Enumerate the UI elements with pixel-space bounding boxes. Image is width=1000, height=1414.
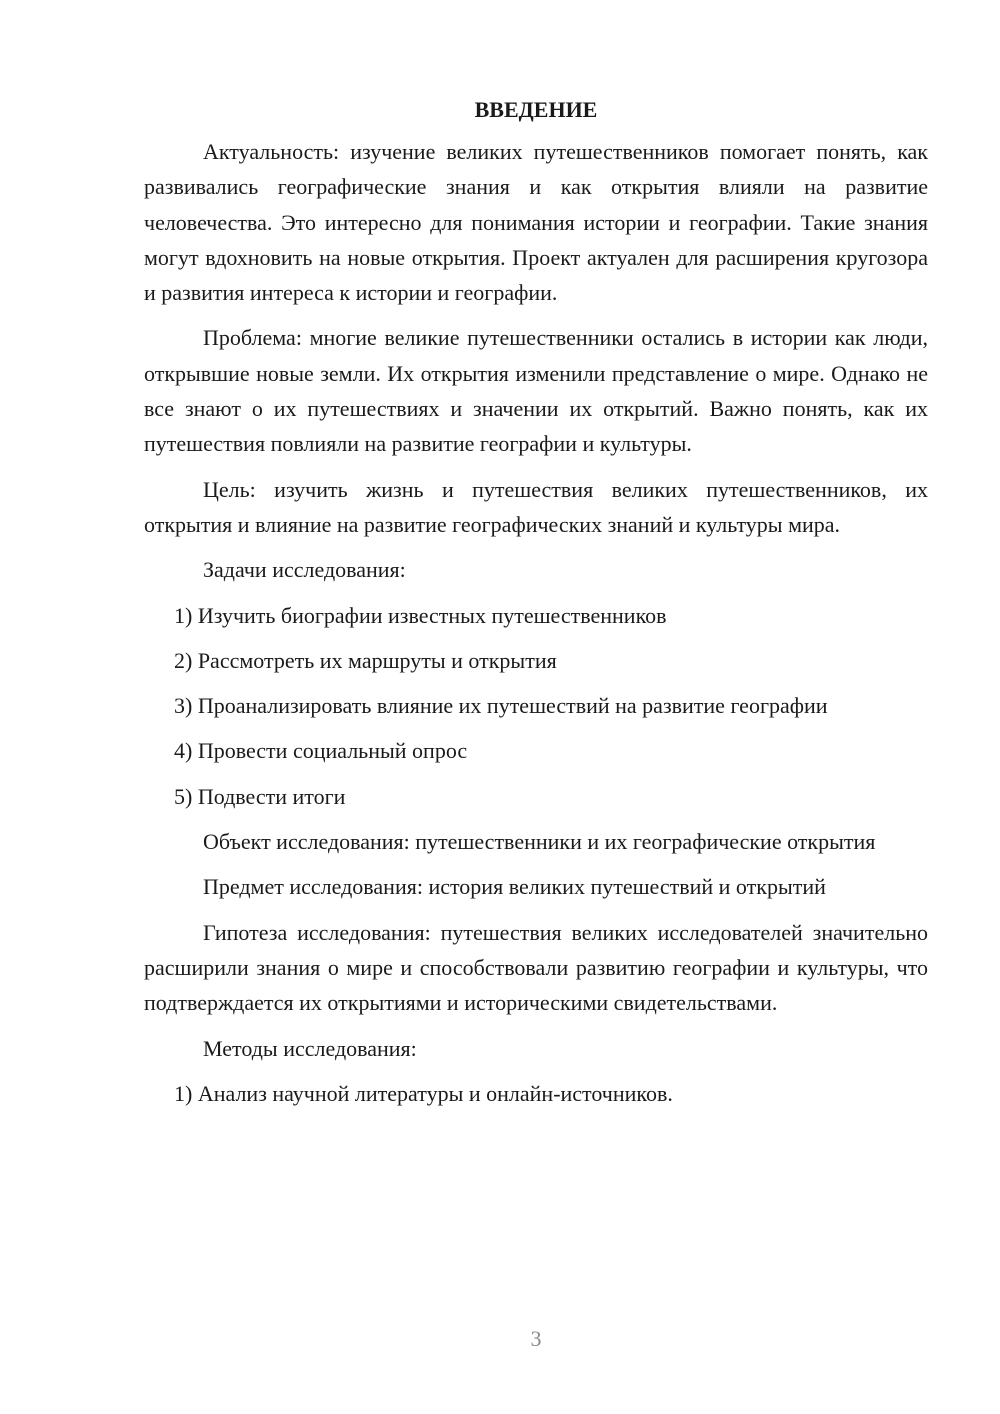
tasks-title: Задачи исследования: [203,557,406,583]
object-paragraph: Объект исследования: путешественники и их географические открытия [203,829,876,855]
task-item: 2) Рассмотреть их маршруты и открытия [174,647,557,673]
task-item: 3) Проанализировать влияние их путешествий на развитие географии [174,693,828,719]
task-item: 1) Изучить биографии известных путешественников [174,602,667,628]
relevance-paragraph: Актуальность: изучение великих путешественников помогает понять, как развивались географические знания и как открытия влияли на развитие человечества. Это интересно для понимания истории и географии. Такие знания могут вдохновить на новые открытия. Проект актуален для расширения кругозора и развития интереса к истории и географии. [144,139,928,306]
page-title: ВВЕДЕНИЕ [474,97,598,122]
document-page [144,92,928,1121]
task-item: 4) Провести социальный опрос [174,738,468,764]
task-item: 5) Подвести итоги [174,783,346,809]
goal-paragraph: Цель: изучить жизнь и путешествия великих путешественников, их открытия и влияние на развитие географических знаний и культуры мира. [144,476,928,537]
method-item: 1) Анализ научной литературы и онлайн-источников. [174,1080,673,1106]
problem-paragraph: Проблема: многие великие путешественники остались в истории как люди, открывшие новые земли. Их открытия изменили представление о мире. Однако не все знают о их путешествиях и значении их открытий. Важно понять, как их путешествия повлияли на развитие географии и культуры. [144,325,928,457]
hypothesis-paragraph: Гипотеза исследования: путешествия великих исследователей значительно расширили знания о мире и способствовали развитию географии и культуры, что подтверждается их открытиями и историческими свидетельствами. [144,919,928,1016]
methods-title: Методы исследования: [203,1035,417,1061]
page-number: 3 [530,1326,542,1351]
subject-paragraph: Предмет исследования: история великих путешествий и открытий [203,874,826,900]
